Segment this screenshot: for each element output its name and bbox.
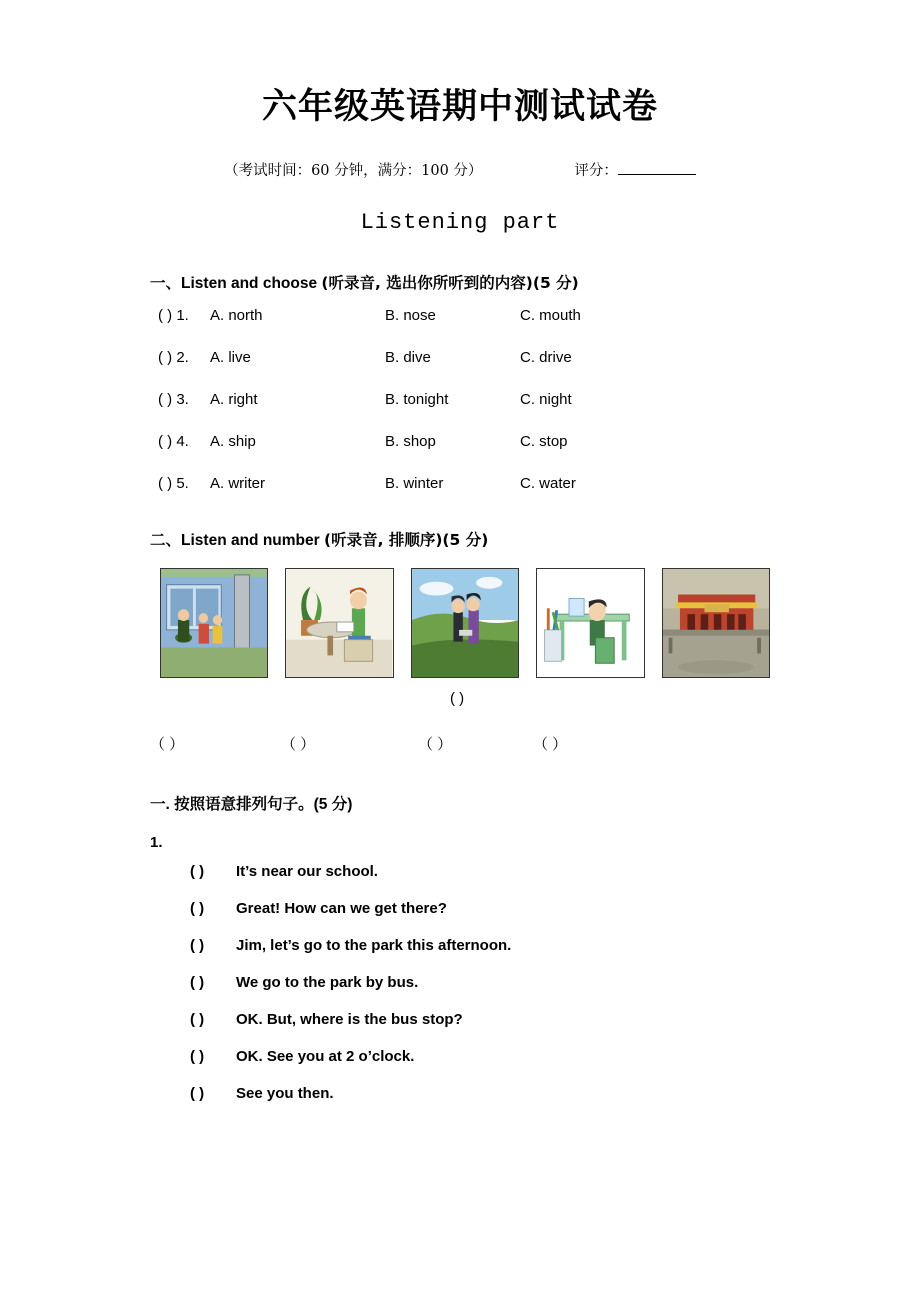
question-number: 1. [150, 833, 163, 851]
picture-woman-reading-indoors [285, 568, 393, 678]
section-2-title-cn: (听录音, 排顺序)(5 分) [323, 530, 489, 549]
number-blank-row [150, 733, 770, 754]
option-a[interactable]: A. right [210, 390, 258, 408]
option-c[interactable]: C. stop [520, 432, 568, 450]
exam-meta-row [150, 159, 770, 180]
page-title: 六年级英语期中测试试卷 [261, 86, 658, 127]
list-item [190, 1048, 770, 1065]
option-a[interactable]: A. live [210, 348, 251, 366]
sentence-text: Great! How can we get there? [236, 899, 447, 917]
sentence-text: We go to the park by bus. [236, 973, 419, 991]
answer-blank[interactable]: ( ) 4. [158, 432, 189, 450]
score-blank-line[interactable] [618, 160, 696, 175]
option-c[interactable]: C. drive [520, 348, 572, 366]
option-b[interactable]: B. winter [385, 474, 444, 492]
option-c[interactable]: C. water [520, 474, 576, 492]
option-b[interactable]: B. shop [385, 432, 436, 450]
answer-blank[interactable]: ( ) 1. [158, 306, 189, 324]
option-b[interactable]: B. tonight [385, 390, 449, 408]
answer-blank[interactable]: ( ) 2. [158, 348, 189, 366]
sentence-text: See you then. [236, 1084, 334, 1102]
answer-blank[interactable]: ( ) 3. [158, 390, 189, 408]
sentence-text: It’s near our school. [236, 862, 378, 880]
section-1-title-cn: (听录音, 选出你所听到的内容)(5 分) [321, 273, 579, 292]
order-blank[interactable]: ( ) [190, 862, 205, 880]
number-blank[interactable]: （ ） [418, 735, 453, 753]
order-blank[interactable]: ( ) [190, 899, 205, 917]
option-c[interactable]: C. night [520, 390, 572, 408]
choice-row [150, 475, 770, 492]
number-blank[interactable]: （ ） [281, 735, 316, 753]
picture-tiananmen-gate [662, 568, 770, 678]
choice-row [150, 349, 770, 366]
list-item [190, 863, 770, 880]
choice-row [150, 433, 770, 450]
choice-row [150, 391, 770, 408]
section-2-number: 二、 [150, 530, 182, 549]
list-item [190, 937, 770, 954]
picture-strip [150, 568, 770, 678]
score-label: 评分： [574, 162, 618, 179]
choice-row [150, 307, 770, 324]
option-a[interactable]: A. north [210, 306, 263, 324]
option-b[interactable]: B. dive [385, 348, 431, 366]
score-field [574, 159, 696, 180]
list-item [190, 900, 770, 917]
number-blank[interactable]: （ ） [150, 735, 185, 753]
section-2-title-en: Listen and number [181, 531, 324, 549]
list-item [190, 1011, 770, 1028]
option-a[interactable]: A. writer [210, 474, 266, 492]
listening-part-title: Listening part [360, 209, 560, 235]
list-item [190, 974, 770, 991]
section-1-choices [150, 307, 770, 492]
order-blank[interactable]: ( ) [190, 1047, 205, 1065]
order-blank[interactable]: ( ) [190, 973, 205, 991]
order-blank[interactable]: ( ) [190, 936, 205, 954]
section-1-title-en: Listen and choose [181, 274, 322, 292]
number-blank[interactable]: （ ） [533, 735, 568, 753]
picture-boy-at-desk [536, 568, 644, 678]
sentence-text: Jim, let’s go to the park this afternoon. [236, 936, 512, 954]
option-b[interactable]: B. nose [385, 306, 436, 324]
order-blank[interactable]: ( ) [190, 1084, 205, 1102]
answer-blank[interactable]: ( ) 5. [158, 474, 189, 492]
exam-info: （考试时间：60 分钟，满分：100 分） [224, 162, 483, 179]
picture-hallway-students [160, 568, 268, 678]
section-1-number: 一、 [150, 273, 182, 292]
order-blank[interactable]: ( ) [190, 1010, 205, 1028]
sentence-text: OK. But, where is the bus stop? [236, 1010, 463, 1028]
option-a[interactable]: A. ship [210, 432, 256, 450]
sentence-order-list [150, 863, 770, 1102]
picture-two-people-outdoors [411, 568, 519, 678]
section-1-heading [150, 271, 770, 293]
list-item [190, 1085, 770, 1102]
number-blank-middle[interactable]: ( ) [450, 689, 465, 707]
sentence-text: OK. See you at 2 o’clock. [236, 1047, 415, 1065]
section-3-heading: 一. 按照语意排列句子。(5 分) [150, 795, 353, 813]
option-c[interactable]: C. mouth [520, 306, 581, 324]
section-2-heading [150, 528, 770, 550]
